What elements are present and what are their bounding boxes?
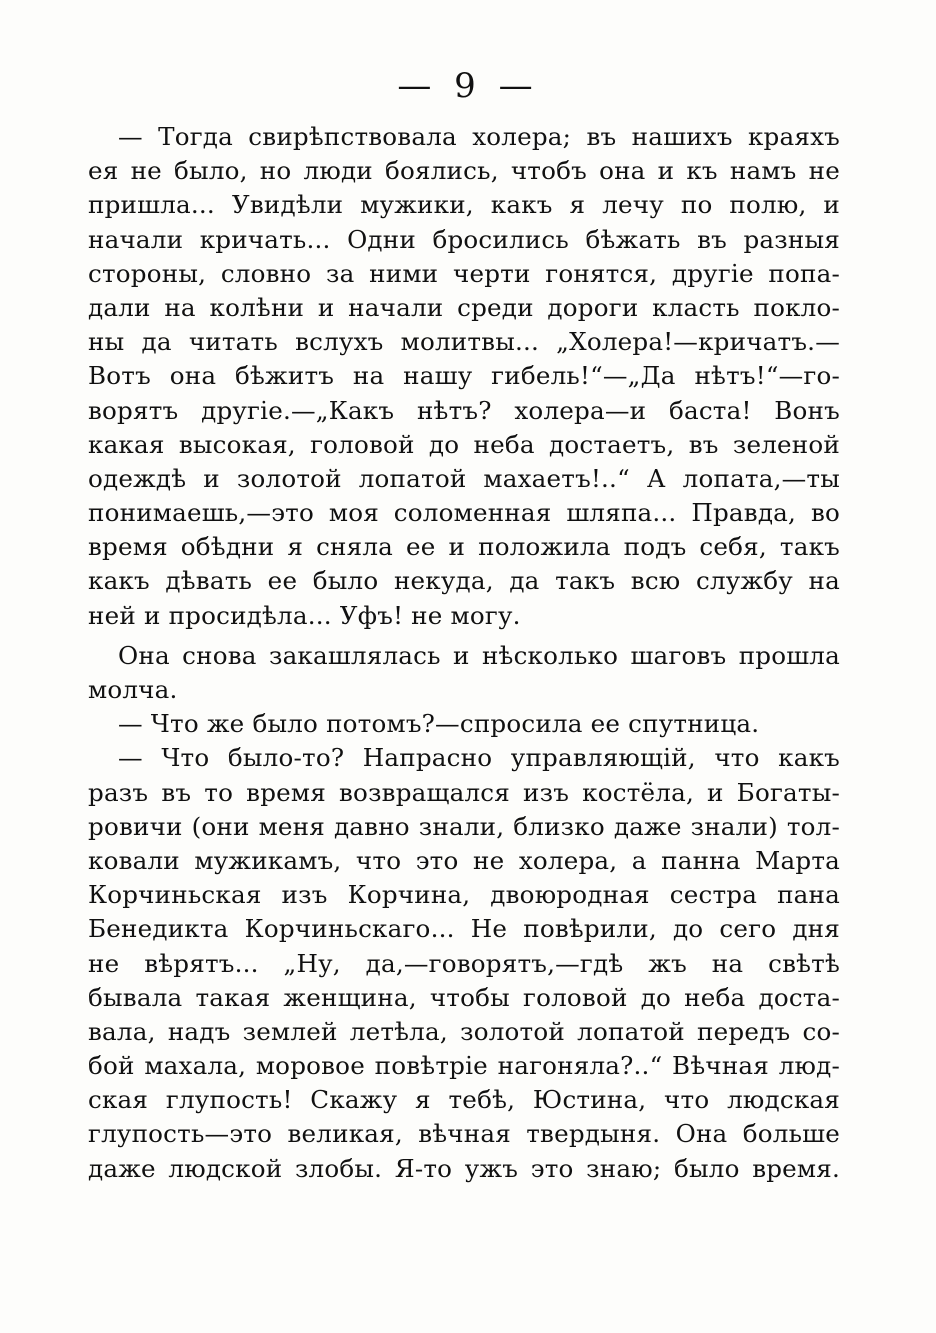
paragraph-3 (88, 707, 840, 741)
text-line: пришла... Увидѣли мужики, какъ я лечу по полю, и (88, 190, 840, 220)
paragraph-1 (88, 120, 840, 633)
text-line: начали кричать... Одни бросились бѣжать въ разныя (88, 224, 840, 254)
text-line: время обѣдни я сняла ее и положила подъ себя, такъ (88, 532, 840, 562)
text-line: стороны, словно за ними черти гонятся, другіе попа- (88, 258, 840, 288)
text-line: глупость—это великая, вѣчная твердыня. Она больше (88, 1119, 840, 1149)
text-line: какая высокая, головой до неба достаетъ, въ зеленой (88, 429, 840, 459)
paragraph-4 (88, 741, 840, 1185)
text-line: одеждѣ и золотой лопатой махаетъ!..“ А лопата,—ты (88, 463, 840, 493)
text-line: не вѣрятъ... „Ну, да,—говорятъ,—гдѣ жъ на свѣтѣ (88, 948, 840, 978)
text-line: понимаешь,—это моя соломенная шляпа... Правда, во (88, 498, 840, 528)
text-line: дали на колѣни и начали среди дороги класть покло- (88, 292, 840, 322)
text-line: бой махала, моровое повѣтріе нагоняла?..“ Вѣчная люд- (88, 1051, 840, 1081)
text-line: — Что же было потомъ?—спросила ее спутница. (118, 709, 760, 739)
text-line: даже людской злобы. Я-то ужъ это знаю; было время. (88, 1153, 840, 1183)
text-line: бывала такая женщина, чтобы головой до неба доста- (88, 982, 840, 1012)
text-line: какъ дѣвать ее было некуда, да такъ всю службу на (88, 566, 840, 596)
text-line: ней и просидѣла... Уфъ! не могу. (88, 600, 521, 630)
text-line: — Тогда свирѣпствовала холера; въ нашихъ краяхъ (118, 122, 840, 151)
text-line: Корчиньская изъ Корчина, двоюродная сестра пана (88, 880, 840, 910)
text-line: вала, надъ землей летѣла, золотой лопатой передъ со- (88, 1016, 840, 1046)
text-line: разъ въ то время возвращался изъ костёла, и Богаты- (88, 777, 840, 807)
page-number: — 9 — (397, 66, 539, 106)
text-line: ская глупость! Скажу я тебѣ, Юстина, что людская (88, 1085, 840, 1115)
text-line: молча. (88, 675, 178, 704)
text-line: ковали мужикамъ, что это не холера, а панна Марта (88, 845, 840, 875)
text-line: ея не было, но люди боялись, чтобъ она и къ намъ не (88, 156, 840, 186)
text-line: ворятъ другіе.—„Какъ нѣтъ? холера—и баста! Вонъ (88, 395, 840, 425)
text-line: Она снова закашлялась и нѣсколько шаговъ прошла (118, 640, 840, 670)
text-line: ровичи (они меня давно знали, близко даже знали) тол- (88, 811, 840, 841)
text-line: Бенедикта Корчиньскаго... Не повѣрили, до сего дня (88, 914, 840, 944)
paragraph-2 (88, 639, 840, 707)
text-line: — Что было-то? Напрасно управляющій, что какъ (118, 743, 840, 773)
text-line: ны да читать вслухъ молитвы... „Холера!—кричатъ.— (88, 327, 840, 357)
text-line: Вотъ она бѣжитъ на нашу гибель!“—„Да нѣтъ!“—го- (88, 361, 840, 391)
body-text (88, 120, 840, 1186)
